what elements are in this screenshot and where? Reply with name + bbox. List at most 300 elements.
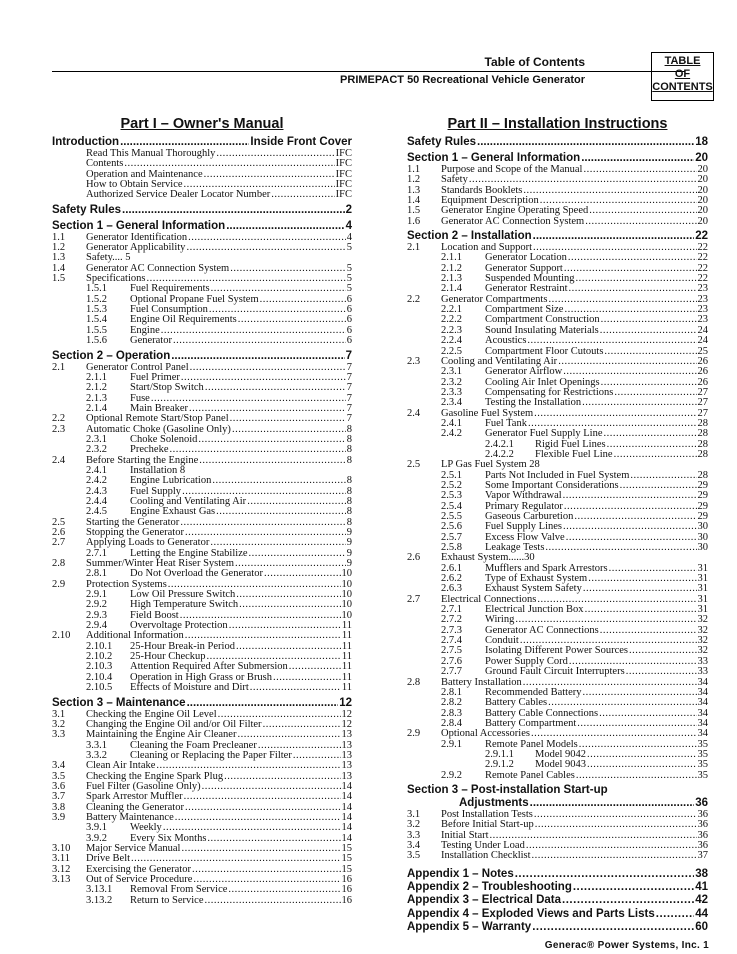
entry-label: Battery Cable Connections — [485, 707, 599, 719]
entry-number: 3.1 — [407, 808, 421, 820]
toc-section-entry[interactable] — [407, 136, 708, 149]
dot-leader — [568, 253, 697, 263]
dot-leader — [599, 709, 696, 719]
entry-number: 3.13.1 — [86, 884, 113, 896]
dot-leader — [620, 481, 697, 491]
page-number: 15 — [341, 863, 352, 875]
entry-label: Summer/Winter Heat Riser System — [86, 558, 235, 570]
toc-section-entry[interactable] — [52, 204, 352, 217]
entry-label: Cooling and Ventilating Air — [130, 495, 247, 507]
appendix-title: Appendix 4 – Exploded Views and Parts Lists — [407, 907, 655, 920]
dot-leader — [656, 908, 694, 921]
dot-leader — [548, 698, 696, 708]
entry-label: Generator Support — [485, 262, 563, 274]
toc-entry[interactable] — [407, 336, 708, 346]
page-number: 37 — [697, 850, 708, 862]
entry-label: Main Breaker — [130, 402, 189, 414]
header-rule — [52, 71, 685, 72]
entry-label: Optional Propane Fuel System — [130, 293, 259, 305]
entry-number: 2.5.4 — [441, 500, 462, 512]
dot-leader — [534, 409, 696, 419]
entry-number: 2.9.2 — [86, 599, 107, 611]
dot-leader — [250, 683, 341, 693]
dot-leader — [614, 450, 697, 460]
dot-leader — [515, 868, 694, 881]
entry-label: Battery Installation — [441, 676, 522, 688]
page-number: 31 — [697, 593, 708, 605]
dot-leader — [186, 243, 345, 253]
dot-leader — [204, 896, 340, 906]
entry-number: 2.1.2 — [441, 262, 462, 274]
page-number: 10 — [341, 609, 352, 621]
dot-leader — [530, 797, 695, 810]
page-number: 22 — [697, 242, 708, 254]
dot-leader — [588, 574, 696, 584]
entry-label: Stopping the Generator — [86, 527, 184, 538]
page-number: 11 — [341, 682, 352, 694]
page-number: 42 — [695, 894, 708, 907]
entry-number: 3.4 — [407, 839, 421, 851]
entry-number: 3.10 — [52, 842, 71, 854]
dot-leader — [224, 772, 340, 782]
page-number: 34 — [697, 717, 708, 729]
entry-number: 2.1.2 — [86, 382, 107, 394]
page-number: 14 — [341, 801, 352, 813]
toc-entry[interactable] — [52, 336, 352, 346]
section-title: Section 1 – General Information — [407, 152, 581, 164]
entry-label: Type of Exhaust System — [485, 573, 588, 585]
page-number: 22 — [697, 262, 708, 274]
page-number: IFC — [335, 148, 352, 159]
page-number: 30 — [697, 542, 708, 554]
entry-label: Standards Booklets — [441, 184, 523, 196]
page-number: 36 — [695, 796, 708, 809]
page-number: 7 — [346, 392, 352, 404]
page-number: 20 — [695, 152, 708, 164]
dot-leader — [577, 719, 696, 729]
page-number: 9 — [346, 537, 352, 549]
toc-entry[interactable] — [407, 851, 708, 861]
page-number: 31 — [697, 604, 708, 616]
dot-leader — [587, 760, 696, 770]
dot-leader — [237, 730, 340, 740]
toc-entry[interactable] — [407, 729, 708, 739]
page-number: 23 — [697, 314, 708, 326]
dot-leader — [576, 274, 697, 284]
page-number: 30 — [697, 521, 708, 533]
page-number: 6 — [346, 324, 352, 336]
toc-entry[interactable] — [52, 190, 352, 200]
dot-leader — [180, 518, 345, 528]
entry-number: 2.4.4 — [86, 495, 107, 507]
toc-entry[interactable] — [52, 761, 352, 771]
page-number: 20 — [697, 215, 708, 227]
dot-leader — [607, 440, 697, 450]
entry-label: Precheke — [130, 444, 169, 456]
entry-number: 2.7.7 — [441, 666, 462, 678]
page-number: 29 — [697, 500, 708, 512]
entry-number: 2.3.2 — [441, 376, 462, 388]
dot-leader — [173, 336, 346, 346]
entry-label: Applying Loads to Generator — [86, 537, 210, 549]
entry-label: Checking the Engine Spark Plug — [86, 770, 224, 782]
dot-leader — [236, 642, 341, 652]
entry-number: 1.5.5 — [86, 324, 107, 336]
page-number: 6 — [346, 314, 352, 326]
dot-leader — [187, 697, 339, 710]
entry-number: 2.5.3 — [441, 490, 462, 502]
dot-leader — [229, 621, 341, 631]
page-number: 15 — [341, 853, 352, 865]
page-number: 26 — [697, 376, 708, 388]
entry-label: Read This Manual Thoroughly — [86, 148, 216, 159]
entry-label: Optional Remote Start/Stop Panel — [86, 413, 229, 425]
page-number: 14 — [341, 822, 352, 834]
dot-leader — [564, 502, 697, 512]
entry-label: Exhaust System......30 — [441, 552, 535, 564]
entry-number: 1.5 — [407, 205, 421, 217]
entry-label: Generator Identification — [86, 231, 188, 243]
entry-number: 2.6 — [407, 552, 421, 564]
page-number: 6 — [346, 335, 352, 347]
page-number: 13 — [341, 760, 352, 772]
page-number: IFC — [335, 158, 352, 170]
entry-number — [52, 159, 86, 169]
entry-number: 2.2.1 — [441, 304, 462, 316]
entry-label: Isolating Different Power Sources — [485, 645, 628, 657]
dot-leader — [264, 569, 341, 579]
entry-number: 2.1.4 — [441, 283, 462, 295]
appendix-entry[interactable] — [407, 894, 708, 907]
entry-number: 2.9.1 — [441, 738, 462, 750]
entry-number: 3.6 — [52, 780, 66, 792]
entry-number: 2.1.1 — [86, 371, 107, 383]
entry-number: 2.8 — [407, 676, 421, 688]
entry-label: Primary Regulator — [485, 500, 563, 512]
entry-label: Authorized Service Dealer Locator Number — [86, 189, 271, 201]
entry-label: Generator Location — [485, 252, 567, 264]
entry-number: 3.4 — [52, 760, 66, 772]
page-number: 16 — [341, 874, 352, 885]
entry-label: Purpose and Scope of the Manual — [441, 164, 583, 175]
page-number: 11 — [341, 640, 352, 652]
dot-leader — [563, 367, 696, 377]
entry-number: 1.5.6 — [86, 335, 107, 347]
entry-label: Changing the Engine Oil and/or Oil Filter — [86, 718, 262, 730]
page-number: 36 — [697, 819, 708, 831]
entry-number: 1.5.3 — [86, 304, 107, 316]
entry-label: Remote Panel Cables — [485, 769, 575, 781]
entry-label: Post Installation Tests — [441, 808, 533, 820]
dot-leader — [563, 522, 696, 532]
entry-label: Battery Maintenance — [86, 811, 174, 823]
toc-entry[interactable] — [407, 698, 708, 708]
entry-number: 2.4.5 — [86, 506, 107, 518]
entry-number: 3.11 — [52, 853, 70, 865]
entry-number: 1.2 — [407, 174, 421, 186]
page-number: IFC — [335, 168, 352, 180]
entry-label: Operation in High Grass or Brush — [130, 671, 273, 683]
entry-number: 2.4.2 — [86, 475, 107, 487]
page-number: 20 — [697, 195, 708, 207]
page-number: 28 — [697, 469, 708, 481]
entry-label: Gaseous Carburetion — [485, 511, 574, 522]
entry-number: 2.8.1 — [441, 686, 462, 698]
page-number: 8 — [346, 516, 352, 528]
entry-number: 3.9.2 — [86, 832, 107, 844]
section-title: Introduction — [52, 136, 120, 148]
entry-number: 1.5.1 — [86, 283, 107, 295]
entry-label: Generator Applicability — [86, 242, 186, 254]
appendix-title: Appendix 3 – Electrical Data — [407, 894, 562, 907]
page-number: 22 — [697, 252, 708, 264]
dot-leader — [228, 885, 340, 895]
entry-number: 2.1 — [52, 361, 66, 373]
dot-leader — [626, 667, 697, 677]
entry-label: Out of Service Procedure — [86, 874, 193, 885]
entry-label: Specifications — [86, 273, 146, 285]
entry-label: Remote Panel Models — [485, 738, 578, 750]
toc-entry[interactable] — [407, 771, 708, 781]
entry-number: 2.8.1 — [86, 568, 107, 580]
dot-leader — [230, 264, 346, 274]
page-number: 9 — [346, 547, 352, 559]
dot-leader — [600, 326, 697, 336]
toc-entry[interactable] — [407, 667, 708, 677]
dot-leader — [604, 347, 696, 357]
page-number: 31 — [697, 583, 708, 595]
entry-number: 3.13 — [52, 874, 71, 885]
dot-leader — [587, 750, 696, 760]
toc-entry[interactable] — [52, 683, 352, 693]
entry-label: Clean Air Intake — [86, 760, 156, 772]
entry-label: Protection Systems — [86, 578, 167, 590]
appendix-title: Appendix 2 – Troubleshooting — [407, 880, 572, 893]
entry-number: 1.5 — [52, 273, 66, 285]
dot-leader — [236, 590, 340, 600]
page-number: 20 — [697, 174, 708, 186]
dot-leader — [583, 688, 697, 698]
appendix-entry[interactable] — [407, 908, 708, 921]
dot-leader — [526, 841, 697, 851]
dot-leader — [249, 549, 346, 559]
entry-number: 2.4.2.2 — [485, 448, 514, 460]
entry-label: Some Important Considerations — [485, 479, 619, 491]
entry-number: 2.1.4 — [86, 402, 107, 414]
dot-leader — [199, 456, 345, 466]
entry-label: Fuel Requirements — [130, 283, 210, 295]
dot-leader — [531, 729, 697, 739]
dot-leader — [232, 425, 346, 435]
entry-label: Fuel Primer — [130, 371, 180, 383]
entry-label: Before Starting the Engine — [86, 454, 199, 466]
page-number: 36 — [697, 839, 708, 851]
dot-leader — [263, 720, 341, 730]
dot-leader — [581, 152, 694, 165]
entry-number: 3.5 — [407, 850, 421, 862]
dot-leader — [271, 190, 334, 200]
entry-label: Sound Insulating Materials — [485, 324, 599, 336]
dot-leader — [600, 626, 697, 636]
dot-leader — [188, 233, 346, 243]
entry-label: Maintaining the Engine Air Cleaner — [86, 729, 237, 741]
dot-leader — [156, 761, 340, 771]
page-number: 7 — [345, 349, 352, 362]
entry-label: Generator — [130, 335, 172, 347]
page-number: 14 — [341, 832, 352, 844]
page-number: 10 — [341, 589, 352, 601]
entry-label: Exercising the Generator — [86, 863, 191, 875]
toc-entry[interactable] — [52, 896, 352, 906]
entry-number: 2.6.2 — [441, 573, 462, 585]
entry-label: High Temperature Switch — [130, 599, 239, 611]
dot-leader — [212, 476, 345, 486]
entry-number: 3.3.1 — [86, 739, 107, 751]
dot-leader — [527, 336, 696, 346]
entry-number: 3.1 — [52, 708, 66, 720]
page-number: 14 — [341, 791, 352, 803]
entry-label: Compartment Construction — [485, 314, 600, 326]
page-number: 32 — [697, 635, 708, 647]
entry-number: 2.9.1.2 — [485, 759, 514, 771]
entry-label: Weekly — [130, 822, 162, 834]
entry-label: Letting the Engine Stabilize — [130, 547, 248, 559]
entry-number: 2.9 — [52, 578, 66, 590]
page-number: 6 — [346, 293, 352, 305]
entry-number — [52, 170, 86, 180]
dot-leader — [582, 398, 696, 408]
toc-section-entry[interactable] — [52, 697, 352, 710]
entry-number: 2.5.2 — [441, 479, 462, 491]
entry-number: 2.9.1 — [86, 589, 107, 601]
page-number: 29 — [697, 479, 708, 491]
entry-label: Fuel Tank — [485, 417, 527, 429]
appendix-title: Appendix 1 – Notes — [407, 867, 514, 880]
entry-label: Vapor Withdrawal — [485, 490, 562, 502]
toc-entry[interactable] — [407, 217, 708, 227]
page-number: 32 — [697, 614, 708, 626]
entry-number: 2.5.1 — [441, 469, 462, 481]
page-number: 4 — [345, 219, 352, 232]
entry-number: 2.5.6 — [441, 521, 462, 533]
entry-number: 3.8 — [52, 801, 66, 813]
page-number: 18 — [695, 136, 708, 148]
entry-label: Cleaning the Foam Precleaner — [130, 739, 257, 751]
dot-leader — [601, 315, 697, 325]
entry-number: 2.7 — [52, 537, 66, 549]
entry-label: Engine — [130, 324, 160, 336]
dot-leader — [533, 230, 695, 243]
entry-label: How to Obtain Service — [86, 179, 183, 191]
dot-leader — [184, 792, 341, 802]
toc-badge — [651, 52, 714, 101]
page-number: 10 — [341, 568, 352, 580]
dot-leader — [477, 136, 694, 149]
entry-label: Equipment Description — [441, 195, 539, 207]
entry-number: 3.3 — [52, 729, 66, 741]
entry-number: 2.5 — [407, 459, 421, 471]
toc-entry[interactable] — [52, 414, 352, 424]
toc-section-entry[interactable] — [407, 797, 708, 810]
entry-number: 2.7.1 — [441, 604, 462, 616]
entry-label: Flexible Fuel Line — [535, 448, 613, 460]
page-number: 5 — [346, 273, 352, 285]
entry-label: Location and Support — [441, 242, 532, 254]
entry-number: 2.4.1 — [86, 464, 107, 476]
entry-label: Drive Belt — [86, 853, 131, 865]
toc-section-entry[interactable] — [52, 350, 352, 363]
page-number: 7 — [346, 413, 352, 425]
dot-leader — [583, 584, 697, 594]
appendix-entry[interactable] — [407, 921, 708, 934]
page-number: 2 — [345, 203, 352, 216]
dot-leader — [535, 820, 697, 830]
page-number: 14 — [341, 811, 352, 823]
entry-label: Return to Service — [130, 894, 204, 906]
page-number: 11 — [341, 671, 352, 683]
toc-section-entry[interactable] — [52, 220, 352, 233]
entry-number: 3.13.2 — [86, 894, 113, 906]
page-number: 35 — [697, 769, 708, 781]
toc-badge-line-3: CONTENTS — [652, 81, 713, 93]
dot-leader — [563, 491, 697, 501]
page-number: 8 — [346, 506, 352, 518]
entry-label: Generator Restraint — [485, 283, 568, 295]
dot-leader — [629, 646, 697, 656]
toc-entry[interactable] — [52, 383, 352, 393]
appendix-entry[interactable] — [407, 881, 708, 894]
dot-leader — [181, 373, 346, 383]
appendix-entry[interactable] — [407, 868, 708, 881]
entry-number: 2.7.1 — [86, 547, 107, 559]
page-number: 16 — [341, 894, 352, 906]
page-number: 12 — [341, 718, 352, 730]
entry-label: Generator AC Connection System — [86, 262, 230, 274]
entry-label: Choke Solenoid — [130, 433, 198, 445]
toc-entry[interactable] — [407, 398, 708, 408]
entry-number — [52, 149, 86, 159]
entry-number: 1.1 — [407, 164, 421, 175]
page-number: 36 — [697, 808, 708, 820]
entry-number: 2.5.7 — [441, 531, 462, 543]
entry-number: 2.10.5 — [86, 682, 113, 694]
entry-number: 2.4 — [52, 454, 66, 466]
toc-entry[interactable] — [52, 730, 352, 740]
dot-leader — [609, 564, 697, 574]
page-number: 28 — [697, 448, 708, 460]
entry-label: Low Oil Pressure Switch — [130, 589, 236, 601]
entry-label: Engine Exhaust Gas — [130, 506, 216, 518]
entry-number: 2.9.1.1 — [485, 748, 514, 760]
entry-number: 2.7.3 — [441, 624, 462, 636]
dot-leader — [205, 383, 346, 393]
dot-leader — [562, 894, 694, 907]
entry-number: 3.9.1 — [86, 822, 107, 834]
dot-leader — [171, 350, 344, 363]
page-number: IFC — [335, 189, 352, 201]
page-number: 8 — [346, 423, 352, 435]
toc-entry[interactable] — [407, 367, 708, 377]
dot-leader — [239, 600, 340, 610]
entry-number: 2.10 — [52, 630, 71, 642]
entry-number: 2.1.1 — [441, 252, 462, 264]
dot-leader — [564, 264, 697, 274]
page-number: 23 — [697, 304, 708, 316]
dot-leader — [579, 740, 697, 750]
appendix-title: Appendix 5 – Warranty — [407, 920, 532, 933]
page-number: 30 — [697, 531, 708, 543]
page-number: 24 — [697, 324, 708, 336]
